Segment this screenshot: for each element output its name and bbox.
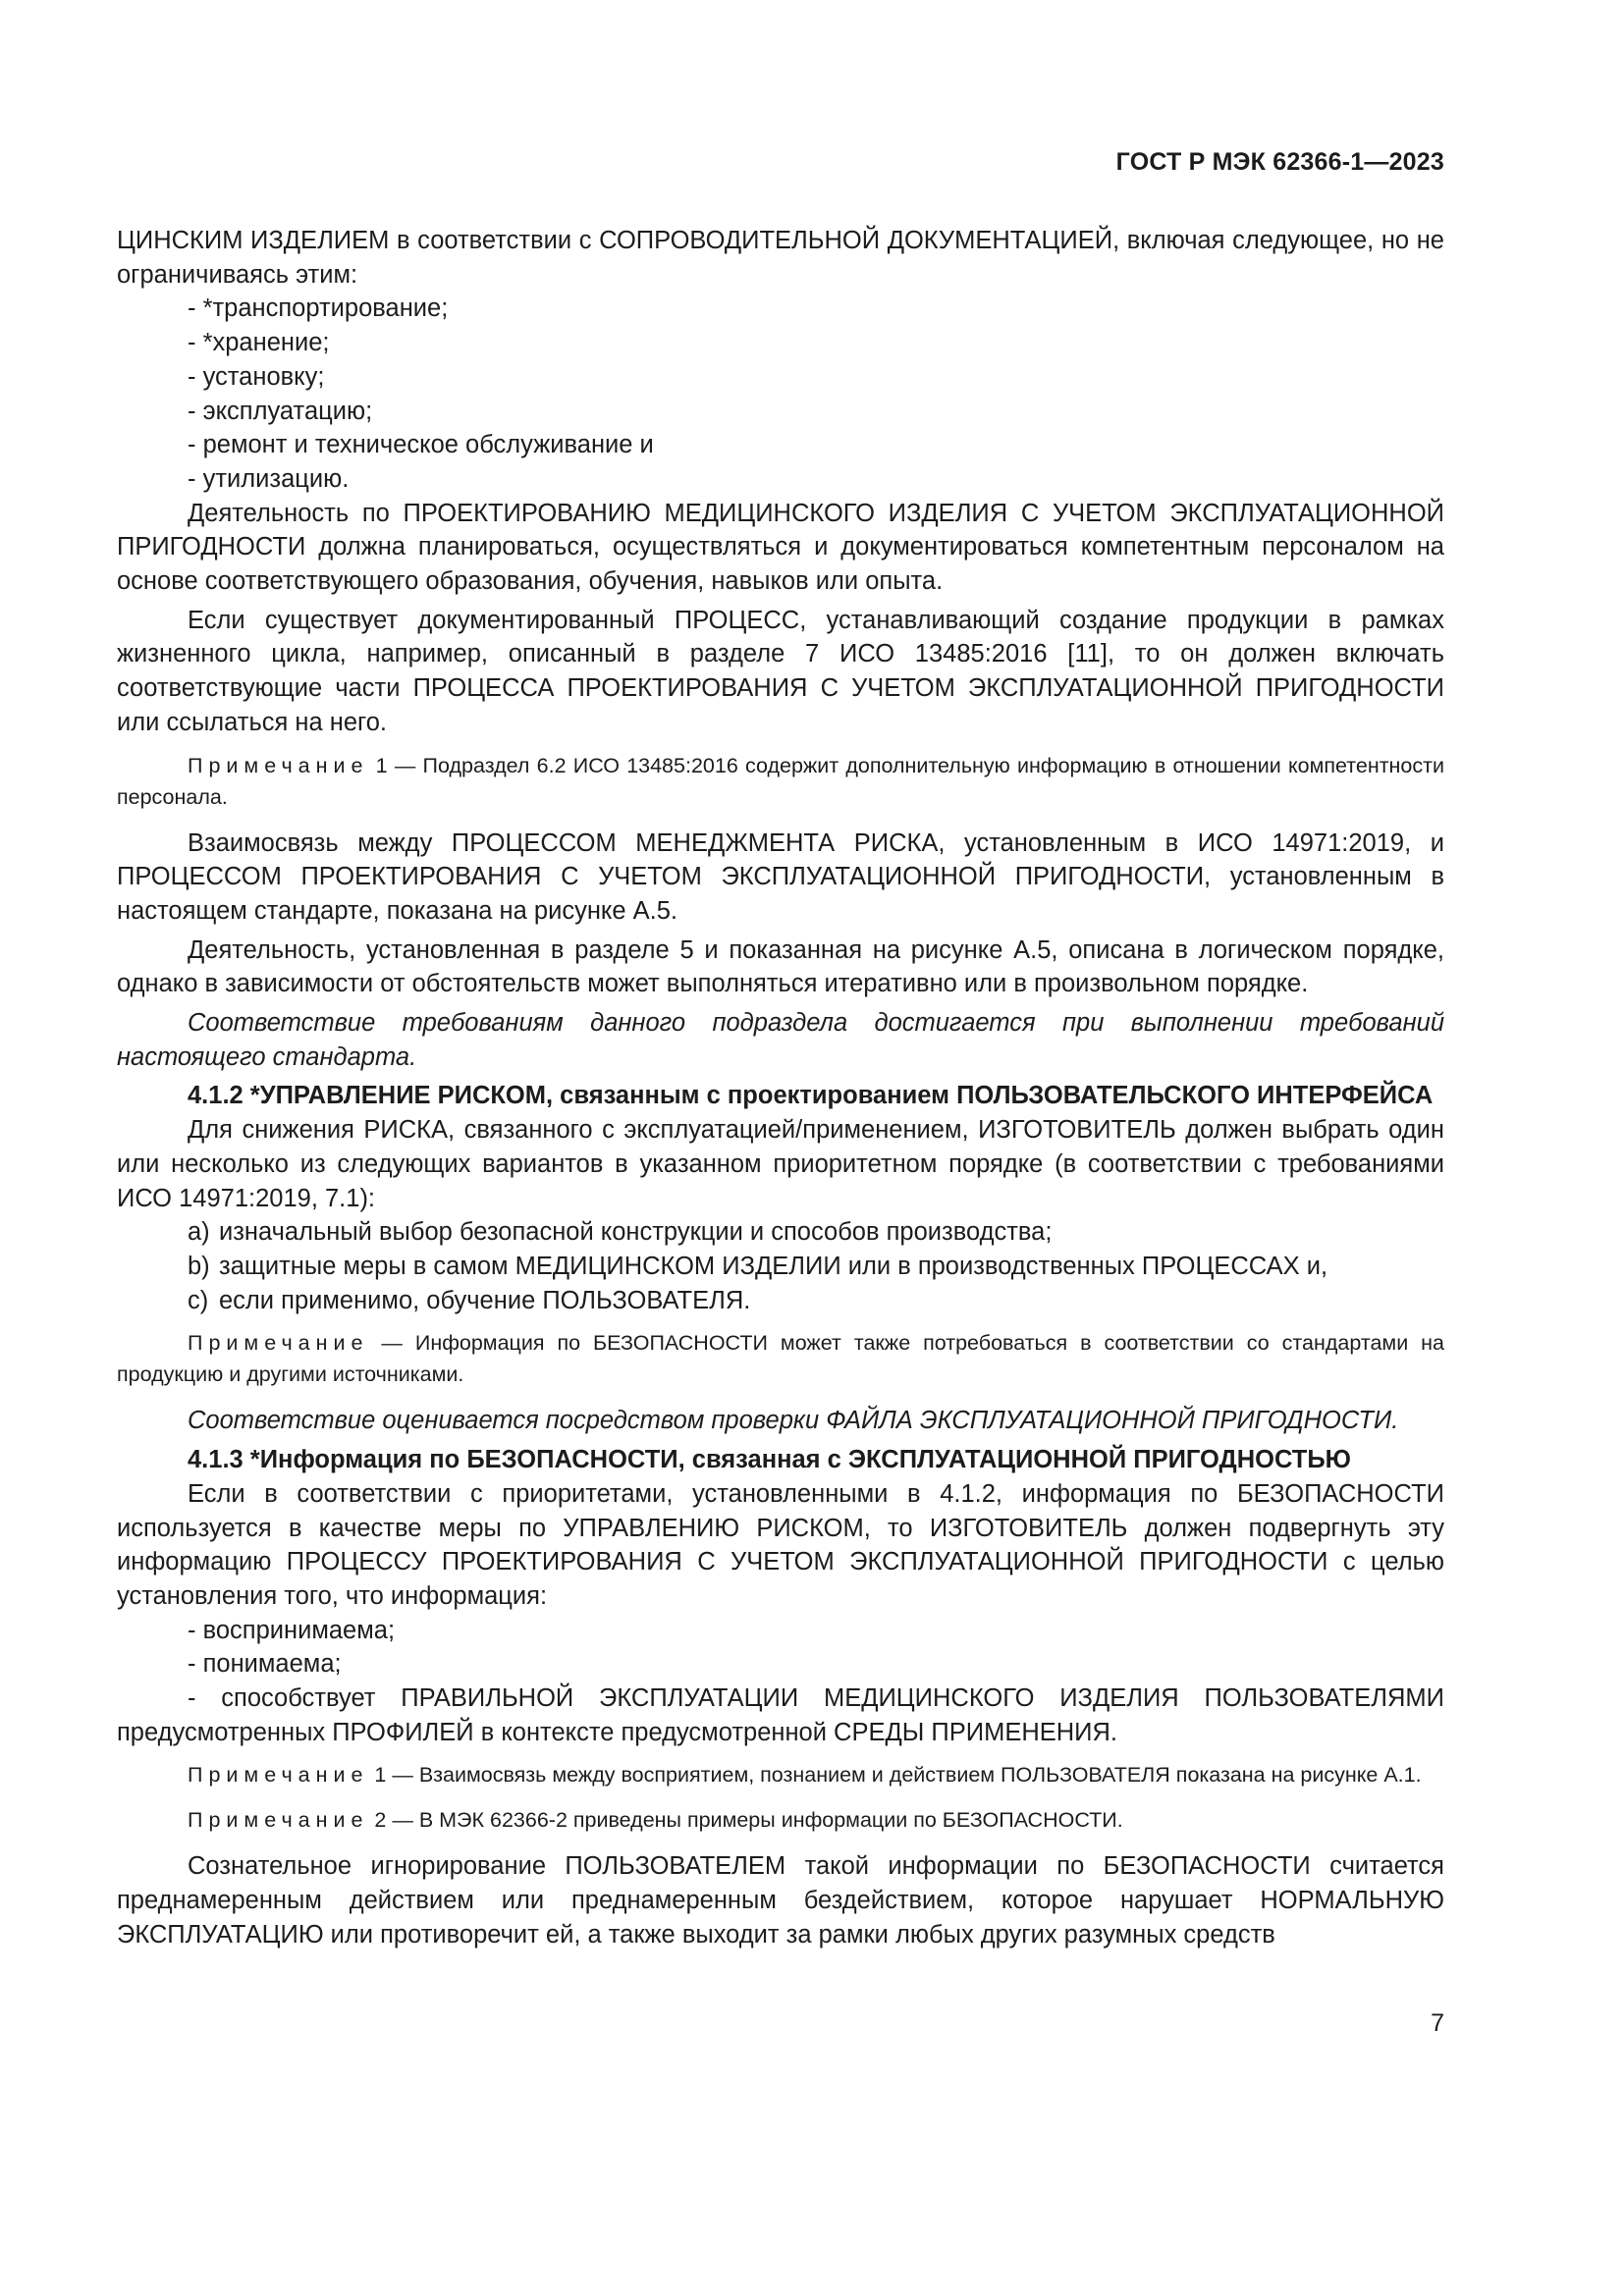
lifecycle-list [117,292,1444,496]
list-item: - утилизацию. [188,462,1444,497]
list-marker: c) [188,1286,209,1314]
list-item: - *хранение; [188,326,1444,360]
list-item: - эксплуатацию; [188,395,1444,429]
note-2 [117,1327,1444,1390]
list-item: - ремонт и техническое обслуживание и [188,428,1444,462]
safety-info-paragraph: Если в соответствии с приоритетами, установленными в 4.1.2, информация по БЕЗОПАСНОСТИ используется в качестве меры по УПРАВЛЕНИЮ РИСКОМ, то ИЗГОТОВИТЕЛЬ должен подвергнуть эту информацию ПРОЦЕССУ ПРОЕКТИРОВАНИЯ С УЧЕТОМ ЭКСПЛУАТАЦИОННОЙ ПРИГОДНОСТИ с целью установления того, что информация: [117,1479,1444,1610]
process-paragraph: Если существует документированный ПРОЦЕСС, устанавливающий создание продукции в рамках жизненного цикла, например, описанный в разделе 7 ИСО 13485:2016 [11], то он должен включать соответствующие части ПРОЦЕССА ПРОЕКТИРОВАНИЯ С УЧЕТОМ ЭКСПЛУАТАЦИОННОЙ ПРИГОДНОСТИ или ссылаться на него. [117,606,1444,736]
note-label: Примечание [188,1763,369,1788]
list-item-text: если применимо, обучение ПОЛЬЗОВАТЕЛЯ. [219,1286,751,1314]
list-item [188,1284,1444,1318]
document-header: ГОСТ Р МЭК 62366-1—2023 [1115,148,1444,176]
list-item [188,1250,1444,1284]
relation-paragraph: Взаимосвязь между ПРОЦЕССОМ МЕНЕДЖМЕНТА РИСКА, установленным в ИСО 14971:2019, и ПРОЦЕССОМ ПРОЕКТИРОВАНИЯ С УЧЕТОМ ЭКСПЛУАТАЦИОННОЙ ПРИГОДНОСТИ, установленным в настоящем стандарте, показана на рисунке А.5. [117,828,1444,925]
section-heading-4-1-3: 4.1.3 *Информация по БЕЗОПАСНОСТИ, связанная с ЭКСПЛУАТАЦИОННОЙ ПРИГОДНОСТЬЮ [188,1446,1351,1474]
section-heading-4-1-2: 4.1.2 *УПРАВЛЕНИЕ РИСКОМ, связанным с проектированием ПОЛЬЗОВАТЕЛЬСКОГО ИНТЕРФЕЙСА [188,1082,1434,1110]
page-number: 7 [1431,2009,1444,2037]
list-item: - установку; [188,360,1444,395]
risk-reduction-paragraph: Для снижения РИСКА, связанного с эксплуатацией/применением, ИЗГОТОВИТЕЛЬ должен выбрать один или несколько из следующих вариантов в указанном приоритетном порядке (в соответствии с требованиями ИСО 14971:2019, 7.1): [117,1116,1444,1212]
note-text: — Информация по БЕЗОПАСНОСТИ может также потребоваться в соответствии со стандартами на продукцию и другими источниками. [117,1331,1444,1387]
list-item: - способствует ПРАВИЛЬНОЙ ЭКСПЛУАТАЦИИ МЕДИЦИНСКОГО ИЗДЕЛИЯ ПОЛЬЗОВАТЕЛЯМИ предусмотренных ПРОФИЛЕЙ в контексте предусмотренной СРЕДЫ ПРИМЕНЕНИЯ. [117,1682,1444,1749]
note-text: 2 — В МЭК 62366-2 приведены примеры информации по БЕЗОПАСНОСТИ. [368,1808,1123,1833]
note-1 [117,750,1444,813]
list-item: - понимаема; [188,1647,1444,1682]
activity-paragraph: Деятельность по ПРОЕКТИРОВАНИЮ МЕДИЦИНСКОГО ИЗДЕЛИЯ С УЧЕТОМ ЭКСПЛУАТАЦИОННОЙ ПРИГОДНОСТИ должна планироваться, осуществляться и документироваться компетентным персоналом на основе соответствующего образования, обучения, навыков или опыта. [117,499,1444,596]
page-body [117,224,1444,1952]
list-item-text: защитные меры в самом МЕДИЦИНСКОМ ИЗДЕЛИИ или в производственных ПРОЦЕССАХ и, [219,1252,1328,1280]
list-item [188,1215,1444,1250]
note-3 [117,1759,1444,1790]
note-4 [117,1804,1444,1836]
list-marker: a) [188,1218,210,1247]
compliance-paragraph-2: Соответствие оценивается посредством проверки ФАЙЛА ЭКСПЛУАТАЦИОННОЙ ПРИГОДНОСТИ. [188,1407,1399,1435]
note-text: 1 — Взаимосвязь между восприятием, познанием и действием ПОЛЬЗОВАТЕЛЯ показана на рисунке А.1. [368,1763,1422,1788]
intro-paragraph: ЦИНСКИМ ИЗДЕЛИЕМ в соответствии с СОПРОВОДИТЕЛЬНОЙ ДОКУМЕНТАЦИЕЙ, включая следующее, но не ограничиваясь этим: [117,227,1444,289]
list-item-text: изначальный выбор безопасной конструкции и способов производства; [219,1218,1053,1247]
note-label: Примечание [188,1808,369,1833]
ignore-paragraph: Сознательное игнорирование ПОЛЬЗОВАТЕЛЕМ такой информации по БЕЗОПАСНОСТИ считается преднамеренным действием или преднамеренным бездействием, которое нарушает НОРМАЛЬНУЮ ЭКСПЛУАТАЦИЮ или противоречит ей, а также выходит за рамки любых других разумных средств [117,1852,1444,1949]
priority-list [117,1215,1444,1317]
note-label: Примечание [188,1331,369,1356]
info-criteria-list [117,1614,1444,1750]
order-paragraph: Деятельность, установленная в разделе 5 и показанная на рисунке А.5, описана в логическом порядке, однако в зависимости от обстоятельств может выполняться итеративно или в произвольном порядке. [117,935,1444,998]
list-item: - *транспортирование; [188,292,1444,326]
list-item: - воспринимаема; [188,1614,1444,1648]
list-marker: b) [188,1252,210,1280]
note-text: 1 — Подраздел 6.2 ИСО 13485:2016 содержит дополнительную информацию в отношении компетентности персонала. [117,753,1444,809]
compliance-paragraph: Соответствие требованиям данного подраздела достигается при выполнении требований настоящего стандарта. [117,1009,1444,1071]
note-label: Примечание [188,753,369,777]
